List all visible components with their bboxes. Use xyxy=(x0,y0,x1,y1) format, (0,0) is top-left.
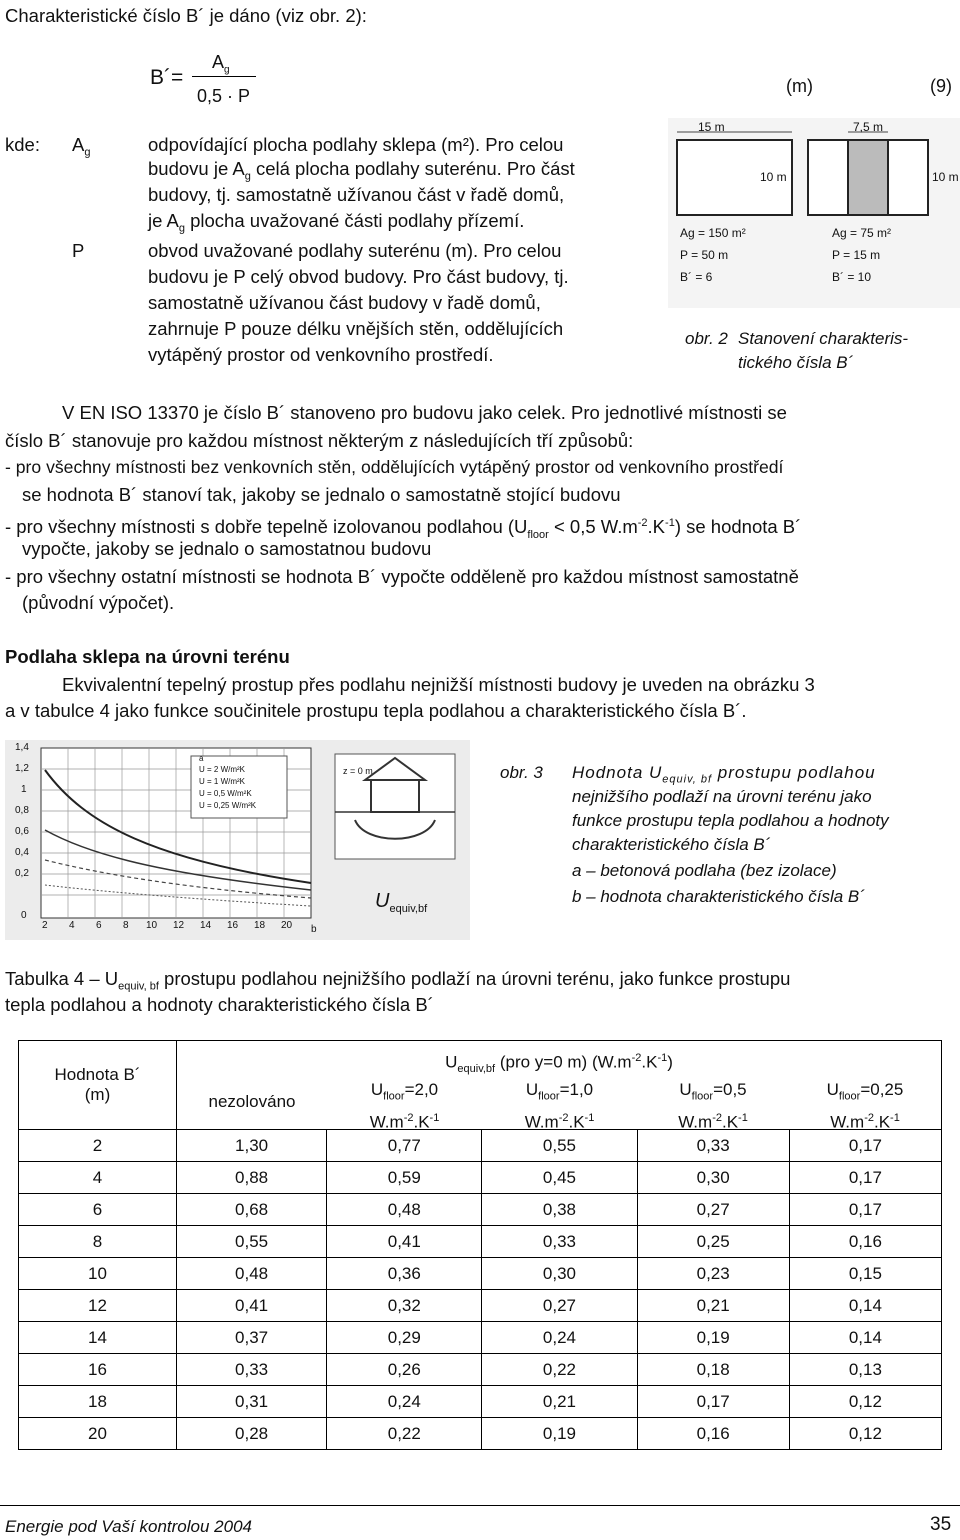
fig3-caption-line: a – betonová podlaha (bez izolace) xyxy=(572,861,837,880)
table-cell: 0,12 xyxy=(789,1418,941,1450)
x-tick: 18 xyxy=(254,920,266,931)
def-line: budovu je P celý obvod budovy. Pro část budovy, tj. xyxy=(148,266,569,287)
table-title-line: tepla podlahou a hodnoty charakteristického čísla B´ xyxy=(5,994,434,1015)
table-cell: 0,27 xyxy=(637,1194,789,1226)
x-tick: 2 xyxy=(42,920,48,931)
def-line: zahrnuje P pouze délku vnějších stěn, oddělujících xyxy=(148,318,564,339)
fig2-right-b: B´ = 10 xyxy=(832,270,872,284)
y-tick: 0,6 xyxy=(15,826,29,837)
table-cell: 0,36 xyxy=(327,1258,482,1290)
table-cell: 0,19 xyxy=(637,1322,789,1354)
header-u-col: $U_{floor}=1,0$ $W.m^{-2}.K^{-1}$ xyxy=(524,1080,595,1133)
table-body xyxy=(19,1130,942,1450)
fig2-left-ag: Ag = 150 m² xyxy=(680,226,746,240)
y-tick: 1,4 xyxy=(15,742,29,753)
table-cell: 0,55 xyxy=(177,1226,327,1258)
table-cell: 0,38 xyxy=(482,1194,637,1226)
table-cell: 0,33 xyxy=(482,1226,637,1258)
section-heading: Podlaha sklepa na úrovni terénu xyxy=(5,646,290,667)
ground-level-label: z = 0 m xyxy=(343,766,373,776)
table-cell: 0,18 xyxy=(637,1354,789,1386)
table-cell: 0,22 xyxy=(482,1354,637,1386)
table-cell: 0,22 xyxy=(327,1418,482,1450)
fig2-left-b: B´ = 6 xyxy=(680,270,713,284)
row-b-value: 16 xyxy=(19,1354,177,1386)
table-row xyxy=(19,1354,942,1386)
formula-unit: (m) xyxy=(786,76,813,96)
table-cell: 0,16 xyxy=(637,1418,789,1450)
table-cell: 0,25 xyxy=(637,1226,789,1258)
para1-line: vypočte, jakoby se jednalo o samostatnou budovu xyxy=(22,538,432,559)
table-cell: 0,24 xyxy=(327,1386,482,1418)
x-tick: 14 xyxy=(200,920,212,931)
figure-3 xyxy=(5,740,470,940)
table-cell: 0,21 xyxy=(637,1290,789,1322)
table-row xyxy=(19,1290,942,1322)
legend-item: U = 2 W/m²K xyxy=(199,765,246,774)
legend-item: U = 1 W/m²K xyxy=(199,777,246,786)
fig2-left-p: P = 50 m xyxy=(680,248,729,262)
row-b-value: 20 xyxy=(19,1418,177,1450)
header-neizolovano: nezolováno xyxy=(208,1092,296,1111)
row-b-value: 18 xyxy=(19,1386,177,1418)
table-header-row xyxy=(19,1041,942,1130)
header-u-col: $U_{floor}=0,25$ $W.m^{-2}.K^{-1}$ xyxy=(826,1080,904,1133)
table-cell: 0,17 xyxy=(789,1162,941,1194)
table-cell: 0,41 xyxy=(177,1290,327,1322)
table-cell: 0,28 xyxy=(177,1418,327,1450)
table-cell: 0,33 xyxy=(177,1354,327,1386)
row-b-value: 4 xyxy=(19,1162,177,1194)
x-tick: 12 xyxy=(173,920,185,931)
data-table xyxy=(18,1040,942,1450)
table-cell: 0,13 xyxy=(789,1354,941,1386)
equation-number: (9) xyxy=(930,76,952,96)
table-cell: 0,30 xyxy=(482,1258,637,1290)
fig3-caption-line: funkce prostupu tepla podlahou a hodnoty xyxy=(572,811,889,830)
table-cell: 0,26 xyxy=(327,1354,482,1386)
fig2-caption-line: Stanovení charakteris- xyxy=(738,329,909,348)
def-line: obvod uvažované podlahy suterénu (m). Pro celou xyxy=(148,240,562,261)
header-b: Hodnota B´ (m) xyxy=(19,1041,177,1130)
table-cell: 0,19 xyxy=(482,1418,637,1450)
fraction-bar xyxy=(192,76,256,77)
x-axis-label: b xyxy=(311,924,317,935)
table-cell: 0,17 xyxy=(637,1386,789,1418)
table-row xyxy=(19,1386,942,1418)
fig2-right-height: 10 m xyxy=(932,170,959,184)
table-row xyxy=(19,1226,942,1258)
para1-line: se hodnota B´ stanoví tak, jakoby se jednalo o samostatně stojící budovu xyxy=(22,484,621,505)
table-cell: 0,41 xyxy=(327,1226,482,1258)
row-b-value: 10 xyxy=(19,1258,177,1290)
intro-text: Charakteristické číslo B´ je dáno (viz obr. 2): xyxy=(5,5,367,26)
para1-line: (původní výpočet). xyxy=(22,592,175,613)
fig3-caption-label: obr. 3 xyxy=(500,763,543,782)
row-b-value: 12 xyxy=(19,1290,177,1322)
def-line: budovy, tj. samostatně užívanou část v řadě domů, xyxy=(148,184,565,205)
para1-line: - pro všechny místnosti bez venkovních stěn, oddělujících vytápěný prostor od venkovního prostředí xyxy=(5,457,784,477)
table-cell: 0,14 xyxy=(789,1290,941,1322)
table-cell: 0,31 xyxy=(177,1386,327,1418)
table-cell: 0,17 xyxy=(789,1130,941,1162)
kde-label: kde: xyxy=(5,134,40,155)
y-tick: 0,4 xyxy=(15,847,29,858)
table-cell: 0,21 xyxy=(482,1386,637,1418)
fig2-right-width: 7,5 m xyxy=(853,120,884,134)
fig2-left-width: 15 m xyxy=(698,120,725,134)
page-number: 35 xyxy=(930,1514,952,1535)
header-u-col: $U_{floor}=2,0$ $W.m^{-2}.K^{-1}$ xyxy=(369,1080,440,1133)
table-cell: 0,77 xyxy=(327,1130,482,1162)
table-cell: 0,24 xyxy=(482,1322,637,1354)
table-cell: 0,14 xyxy=(789,1322,941,1354)
fig2-right-p: P = 15 m xyxy=(832,248,881,262)
def-line: samostatně užívanou část budovy v řadě domů, xyxy=(148,292,541,313)
table-cell: 0,17 xyxy=(789,1194,941,1226)
table-cell: 0,48 xyxy=(327,1194,482,1226)
figure-2 xyxy=(668,118,960,308)
table-cell: 0,48 xyxy=(177,1258,327,1290)
table-cell: 0,27 xyxy=(482,1290,637,1322)
formula-lhs: B´= xyxy=(150,66,184,89)
row-b-value: 14 xyxy=(19,1322,177,1354)
table-cell: 0,55 xyxy=(482,1130,637,1162)
table-cell: 0,33 xyxy=(637,1130,789,1162)
x-tick: 20 xyxy=(281,920,293,931)
table-cell: 0,23 xyxy=(637,1258,789,1290)
fig3-caption-line: b – hodnota charakteristického čísla B´ xyxy=(572,887,865,906)
header-group: $U_{equiv,bf}$ (pro y=0 m) $(W.m^{-2}.K^{-1})$ nezolováno $U_{floor}=2,0$ $W.m^{-2}.K^{-1}$ $U_{floor}=1,0$ $W.m^{-2}.K^{-1}$ $U_{floor}=0,5$ $W.m^{-2}.K^{-1}$ $U_{floor}=0,25$ $W.m^{-2}.K^{-1}$ xyxy=(177,1041,942,1130)
x-tick: 6 xyxy=(96,920,102,931)
table-cell: 0,12 xyxy=(789,1386,941,1418)
def-line: je $A_g$ plocha uvažované části podlahy přízemí. xyxy=(148,210,525,235)
fig2-left-height: 10 m xyxy=(760,170,787,184)
fig3-caption-line: nejnižšího podlaží na úrovni terénu jako xyxy=(572,787,872,806)
table-cell: 0,68 xyxy=(177,1194,327,1226)
fig2-caption-line: tického čísla B´ xyxy=(738,353,854,372)
row-b-value: 2 xyxy=(19,1130,177,1162)
footer-left: Energie pod Vaší kontrolou 2004 xyxy=(5,1517,252,1536)
table-cell: 1,30 xyxy=(177,1130,327,1162)
table-cell: 0,15 xyxy=(789,1258,941,1290)
para1-line: V EN ISO 13370 je číslo B´ stanoveno pro budovu jako celek. Pro jednotlivé místnosti se xyxy=(62,402,787,423)
para1-line: číslo B´ stanovuje pro každou místnost některým z následujících tří způsobů: xyxy=(5,430,634,451)
formula-denominator: 0,5 · P xyxy=(197,86,251,106)
table-cell: 0,16 xyxy=(789,1226,941,1258)
row-b-value: 8 xyxy=(19,1226,177,1258)
table-title-line: Tabulka $4 - U_{equiv, bf}$ prostupu podlahou nejnižšího podlaží na úrovni terénu, jako funkce prostupu xyxy=(5,968,791,993)
fig3-caption-line: charakteristického čísla B´ xyxy=(572,835,771,854)
table-cell: 0,45 xyxy=(482,1162,637,1194)
para1-line: - pro všechny místnosti s dobře tepelně izolovanou podlahou ($U_{floor} < 0,5$ $W.m^{-2}.K^{-1}$) se hodnota B´ xyxy=(5,516,802,541)
def-line: odpovídající plocha podlahy sklepa (m²). Pro celou xyxy=(148,134,564,155)
fig2-caption-label: obr. 2 xyxy=(685,329,728,348)
table-row xyxy=(19,1322,942,1354)
table-cell: 0,30 xyxy=(637,1162,789,1194)
x-tick: 4 xyxy=(69,920,75,931)
table-cell: 0,29 xyxy=(327,1322,482,1354)
table-row xyxy=(19,1418,942,1450)
y-tick: 1,2 xyxy=(15,763,29,774)
fig2-right-ag: Ag = 75 m² xyxy=(832,226,892,240)
x-tick: 10 xyxy=(146,920,158,931)
table-row xyxy=(19,1258,942,1290)
table-cell: 0,88 xyxy=(177,1162,327,1194)
def-p-symbol: P xyxy=(72,240,85,261)
table-row xyxy=(19,1194,942,1226)
footer-rule xyxy=(0,1505,960,1506)
y-tick: 0,2 xyxy=(15,868,29,879)
para1-line: - pro všechny ostatní místnosti se hodnota B´ vypočte odděleně pro každou místnost samostatně xyxy=(5,566,799,587)
legend-item: a xyxy=(199,754,204,763)
row-b-value: 6 xyxy=(19,1194,177,1226)
table-row xyxy=(19,1130,942,1162)
y-tick: 0,8 xyxy=(15,805,29,816)
table-cell: 0,37 xyxy=(177,1322,327,1354)
x-tick: 16 xyxy=(227,920,239,931)
table-cell: 0,59 xyxy=(327,1162,482,1194)
header-u-col: $U_{floor}=0,5$ $W.m^{-2}.K^{-1}$ xyxy=(678,1080,748,1133)
def-line: vytápěný prostor od venkovního prostředí. xyxy=(148,344,494,365)
x-tick: 8 xyxy=(123,920,129,931)
table-row xyxy=(19,1162,942,1194)
fig3-curve-label: $U_{equiv,bf}$ xyxy=(375,890,428,915)
def-line: budovu je $A_g$ celá plocha podlahy suterénu. Pro část xyxy=(148,158,575,183)
para2-line: Ekvivalentní tepelný prostup přes podlahu nejnižší místnosti budovy je uveden na obrázku 3 xyxy=(62,674,815,695)
para2-line: a v tabulce 4 jako funkce součinitele prostupu tepla podlahou a charakteristického čísla B´. xyxy=(5,700,747,721)
legend-item: U = 0,25 W/m²K xyxy=(199,801,257,810)
legend-item: U = 0,5 W/m²K xyxy=(199,789,252,798)
table-cell: 0,32 xyxy=(327,1290,482,1322)
y-tick: 1 xyxy=(21,784,27,795)
formula-numerator: $A_g$ xyxy=(212,52,230,76)
y-tick: 0 xyxy=(21,910,27,921)
fig3-caption-line: Hodnota $U_{equiv, bf}$ prostupu podlahou xyxy=(572,763,876,786)
def-ag-symbol: $A_g$ xyxy=(72,134,91,159)
